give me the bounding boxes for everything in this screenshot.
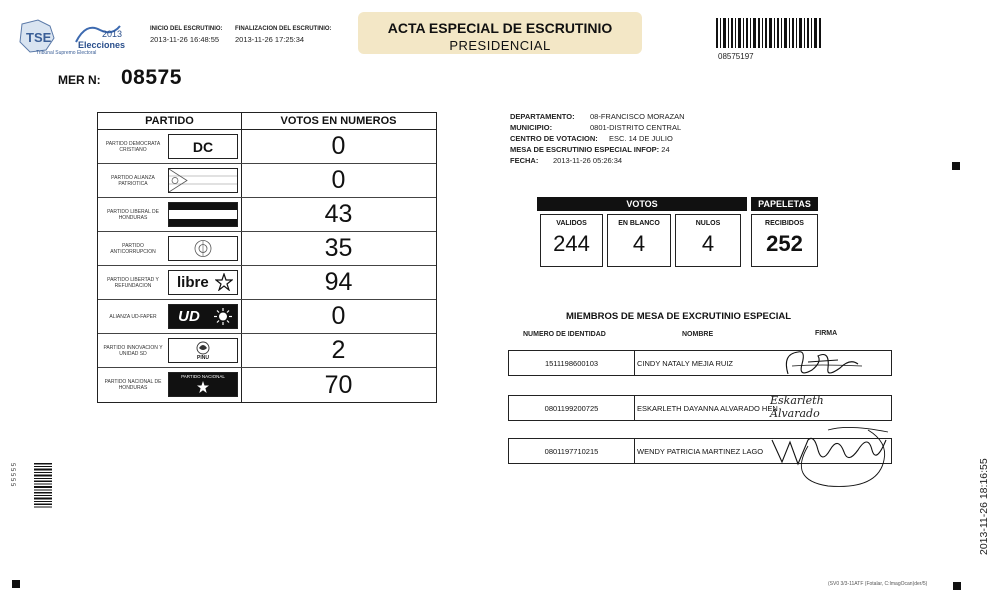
party-votes: 2 <box>331 336 346 364</box>
votes-table <box>97 112 437 403</box>
party-votes: 0 <box>331 302 346 330</box>
miembro-id: 0801197710215 <box>509 439 635 463</box>
party-row <box>98 198 436 232</box>
dc-logo: DC <box>168 134 238 159</box>
party-votes: 94 <box>324 268 353 296</box>
papeletas-header: PAPELETAS <box>751 197 818 211</box>
party-name: ALIANZA UD-FAPER <box>109 313 157 320</box>
party-votes: 0 <box>331 166 346 194</box>
title-line-2: PRESIDENCIAL <box>449 38 551 53</box>
mer-label: MER N: <box>58 73 101 87</box>
col-votos: VOTOS EN NUMEROS <box>280 115 397 127</box>
blanco-label: EN BLANCO <box>618 220 660 227</box>
inicio-label: INICIO DEL ESCRUTINIO: <box>150 26 223 32</box>
validos-value: 244 <box>553 231 590 256</box>
registration-mark <box>952 162 960 170</box>
departamento-label: DEPARTAMENTO: <box>510 112 575 121</box>
party-row <box>98 300 436 334</box>
col-identidad: NUMERO DE IDENTIDAD <box>523 331 606 338</box>
party-row <box>98 130 436 164</box>
nacional-flag-icon: PARTIDO NACIONAL <box>168 372 238 397</box>
print-timestamp: 2013-11-26 18:16:55 <box>978 458 990 555</box>
side-barcode-digits: 5 5 5 5 5 <box>9 463 15 487</box>
registration-mark <box>953 582 961 590</box>
registration-mark <box>12 580 20 588</box>
nulos-value: 4 <box>701 231 715 256</box>
votos-header: VOTOS <box>537 197 747 211</box>
tse-caption: Tribunal Supremo Electoral <box>36 50 97 56</box>
tse-logo-text: TSE <box>26 30 52 45</box>
title-line-1: ACTA ESPECIAL DE ESCRUTINIO <box>387 20 613 36</box>
fin-value: 2013-11-26 17:25:34 <box>235 35 305 44</box>
miembro-id: 0801199200725 <box>509 396 635 420</box>
libre-logo: libre <box>168 270 238 295</box>
fecha-line <box>510 156 623 165</box>
party-row <box>98 368 436 402</box>
fecha-value: 2013-11-26 05:26:34 <box>553 156 623 165</box>
municipio-value: 0801-DISTRITO CENTRAL <box>590 123 682 132</box>
mesa-line <box>510 145 670 154</box>
footer-note: (SV0 3/3-11ATF (Fotalar, C:ImagOcan)der/5) <box>828 581 928 587</box>
departamento-line <box>510 112 685 121</box>
party-name: PARTIDO LIBERTAD Y REFUNDACION <box>107 276 159 289</box>
party-votes: 70 <box>324 370 353 399</box>
mer-number: 08575 <box>121 66 182 89</box>
municipio-label: MUNICIPIO: <box>510 123 553 132</box>
recibidos-box <box>751 214 818 267</box>
centro-line <box>510 134 673 143</box>
miembro-nombre: WENDY PATRICIA MARTINEZ LAGO <box>637 446 764 456</box>
liberal-flag-icon <box>168 202 238 227</box>
ud-logo: UD <box>168 304 238 329</box>
municipio-line <box>510 123 682 132</box>
miembro-nombre: ESKARLETH DAYANNA ALVARADO HEN <box>637 403 778 413</box>
side-barcode <box>34 463 52 508</box>
miembros-title: MIEMBROS DE MESA DE EXCRUTINIO ESPECIAL <box>566 311 792 322</box>
nulos-box <box>675 214 741 267</box>
barcode-number: 08575197 <box>718 52 754 61</box>
miembro-id: 1511198600103 <box>509 351 635 375</box>
party-votes: 35 <box>324 234 353 262</box>
signature-1 <box>778 344 868 384</box>
recibidos-label: RECIBIDOS <box>765 220 804 227</box>
centro-label: CENTRO DE VOTACION: <box>510 134 598 143</box>
votes-table-header <box>98 113 436 130</box>
blanco-box <box>607 214 671 267</box>
pac-emblem-icon <box>168 236 238 261</box>
col-partido: PARTIDO <box>145 115 194 127</box>
party-name: PARTIDO NACIONAL DE HONDURAS <box>104 379 162 391</box>
party-name: PARTIDO ALIANZA PATRIOTICA <box>111 174 155 187</box>
elecciones-year: 2013 <box>102 29 123 39</box>
col-firma: FIRMA <box>815 330 838 337</box>
barcode-top <box>716 18 822 48</box>
party-votes: 43 <box>324 200 353 228</box>
col-nombre: NOMBRE <box>682 331 714 338</box>
document-title <box>358 12 642 54</box>
elecciones-word: Elecciones <box>78 40 126 50</box>
blanco-value: 4 <box>632 231 646 256</box>
party-name: PARTIDO DEMOCRATA CRISTIANO <box>105 140 161 153</box>
fin-label: FINALIZACION DEL ESCRUTINIO: <box>235 26 332 32</box>
mesa-value: 24 <box>661 145 670 154</box>
party-name: PARTIDO INNOVACION Y UNIDAD SD <box>103 344 163 357</box>
recibidos-value: 252 <box>766 231 803 256</box>
pinu-logo: PINU <box>168 338 238 363</box>
inicio-value: 2013-11-26 16:48:55 <box>150 35 220 44</box>
party-votes: 0 <box>331 132 346 160</box>
fecha-label: FECHA: <box>510 156 539 165</box>
departamento-value: 08-FRANCISCO MORAZAN <box>590 112 685 121</box>
party-name: PARTIDO LIBERAL DE HONDURAS <box>107 208 159 221</box>
party-row <box>98 164 436 198</box>
mesa-label: MESA DE ESCRUTINIO ESPECIAL INFOP: <box>510 145 660 154</box>
miembro-nombre: CINDY NATALY MEJIA RUIZ <box>637 358 733 368</box>
signature-3 <box>768 420 898 492</box>
party-row <box>98 334 436 368</box>
centro-value: ESC. 14 DE JULIO <box>609 134 673 143</box>
validos-box <box>540 214 603 267</box>
party-name: PARTIDO ANTICORRUPCION <box>110 242 156 255</box>
alianza-flag-icon <box>168 168 238 193</box>
validos-label: VALIDOS <box>556 220 587 227</box>
nulos-label: NULOS <box>695 220 721 227</box>
party-row <box>98 266 436 300</box>
signature-2: Eskarleth Alvarado <box>770 394 824 420</box>
tse-logo <box>16 16 136 58</box>
party-row <box>98 232 436 266</box>
